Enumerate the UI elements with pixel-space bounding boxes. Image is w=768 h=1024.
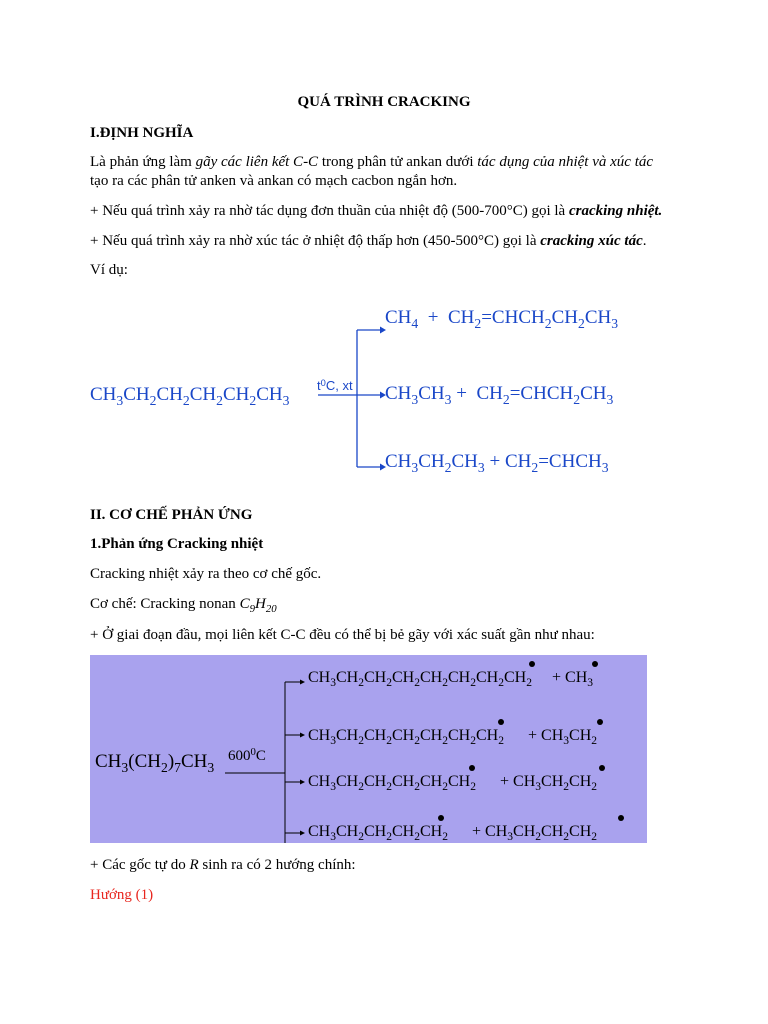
product-path-3: $CH_3CH_2CH_3$ + $CH_2=CHCH_3$ bbox=[385, 451, 609, 475]
radical-dot bbox=[599, 765, 605, 771]
radical-directions-text: + Các gốc tự do R sinh ra có 2 hướng chính: bbox=[90, 857, 356, 873]
nonane-formula: $C_9H_{20}$ bbox=[239, 596, 277, 615]
mechanism-text: Cracking nhiệt xảy ra theo cơ chế gốc. bbox=[90, 566, 322, 582]
reactant-nonane: $CH_3(CH_2)_7CH_3$ bbox=[95, 751, 215, 775]
radical-product-4: $CH_3CH_2CH_2CH_2CH_2$ + $CH_3CH_2CH_2CH_2$ bbox=[308, 823, 598, 843]
radical-dot bbox=[529, 661, 535, 667]
radical-product-2: $CH_3CH_2CH_2CH_2CH_2CH_2CH_2$ + $CH_3CH_2$ bbox=[308, 727, 598, 748]
reaction-1-condition: $t^0C$, xt bbox=[317, 377, 353, 393]
radical-product-3: $CH_3CH_2CH_2CH_2CH_2CH_2$ + $CH_3CH_2CH_2$ bbox=[308, 773, 598, 794]
example-label: Ví dụ: bbox=[90, 262, 128, 278]
section-2-subheading: 1.Phản ứng Cracking nhiệt bbox=[90, 536, 264, 552]
initial-stage-text: + Ở giai đoạn đầu, mọi liên kết C-C đều có thể bị bẻ gãy với xác suất gần như nhau: bbox=[90, 627, 595, 643]
reaction-2-figure bbox=[90, 655, 647, 843]
reaction-2-temperature: $600^0C$ bbox=[228, 746, 266, 764]
radical-dot bbox=[592, 661, 598, 667]
radical-dot bbox=[498, 719, 504, 725]
radical-dot bbox=[469, 765, 475, 771]
radical-dot bbox=[597, 719, 603, 725]
radical-dot bbox=[438, 815, 444, 821]
mechanism-label-line: Cơ chế: Cracking nonan $C_9H_{20}$ bbox=[90, 596, 277, 615]
product-path-2: $CH_3CH_3$ + $CH_2=CHCH_2CH_3$ bbox=[385, 383, 614, 407]
thermal-cracking-line: + Nếu quá trình xảy ra nhờ tác dụng đơn thuần của nhiệt độ (500-700°C) gọi là cracking nhiệt. bbox=[90, 203, 663, 219]
radical-product-1: $CH_3CH_2CH_2CH_2CH_2CH_2CH_2CH_2$ + $CH_3$ bbox=[308, 669, 594, 690]
definition-line-2: tạo ra các phân tử anken và ankan có mạch cacbon ngắn hơn. bbox=[90, 173, 458, 189]
section-2-heading: II. CƠ CHẾ PHẢN ỨNG bbox=[90, 507, 253, 523]
section-1-heading: I.ĐỊNH NGHĨA bbox=[90, 125, 194, 141]
reactant-hexane: $CH_3CH_2CH_2CH_2CH_2CH_3$ bbox=[90, 384, 290, 408]
radical-dot bbox=[618, 815, 624, 821]
definition-line-1: Là phản ứng làm gãy các liên kết C-C trong phân tử ankan dưới tác dụng của nhiệt và xúc tác bbox=[90, 154, 654, 170]
radical-symbol: R bbox=[189, 857, 199, 873]
page-title: QUÁ TRÌNH CRACKING bbox=[297, 94, 471, 110]
direction-1-label: Hướng (1) bbox=[90, 887, 154, 903]
product-path-1: $CH_4$ + $CH_2=CHCH_2CH_2CH_3$ bbox=[385, 307, 619, 331]
catalytic-cracking-line: + Nếu quá trình xảy ra nhờ xúc tác ở nhiệt độ thấp hơn (450-500°C) gọi là cracking xúc tác. bbox=[90, 233, 647, 249]
